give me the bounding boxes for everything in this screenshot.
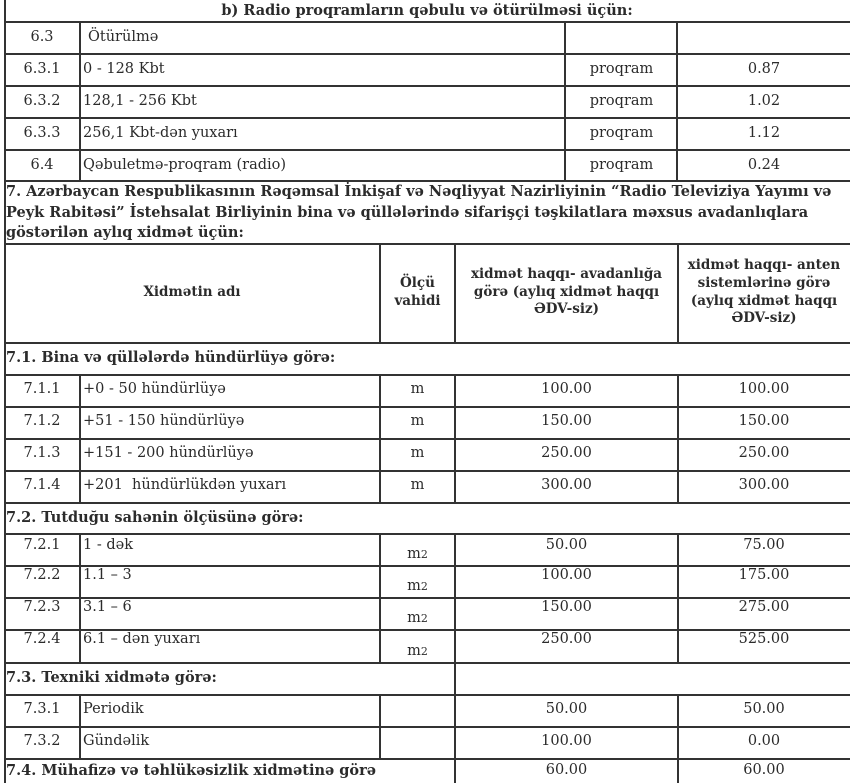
- row-name: 6.1 – dən yuxarı: [83, 631, 201, 647]
- row-fee-equipment: 50.00: [545, 701, 588, 718]
- row-unit: [565, 22, 678, 54]
- row-fee-antenna: 525.00: [738, 631, 790, 647]
- row-name: 1 - dək: [83, 537, 133, 553]
- gridline: [564, 21, 566, 181]
- row-fee-equipment: 150.00: [541, 413, 592, 430]
- gridline: [677, 533, 679, 662]
- row-fee-antenna: 0.00: [747, 733, 781, 750]
- row-name: 256,1 Kbt-dən yuxarı: [83, 125, 238, 142]
- gridline: [79, 533, 81, 662]
- row-unit: m: [410, 413, 425, 430]
- row-fee-antenna: 250.00: [738, 445, 790, 462]
- row-name: 128,1 - 256 Kbt: [83, 93, 197, 110]
- gridline: [677, 694, 679, 783]
- row-fee-equipment: 250.00: [541, 631, 592, 647]
- row-unit: proqram: [589, 156, 654, 173]
- row-code: 7.1.1: [23, 381, 61, 398]
- row-code: 7.1.2: [23, 413, 61, 430]
- row-name: Ötürülmə: [88, 29, 159, 46]
- header-fee-antenna: xidmət haqqı- anten sistemlərinə görə (aylıq xidmət haqqı ƏDV-siz): [687, 257, 841, 327]
- row-unit: [380, 597, 455, 629]
- row-unit: [380, 629, 455, 662]
- row-code: 7.2.1: [23, 537, 61, 553]
- row-code: 6.3.1: [23, 61, 61, 78]
- row-fee-antenna: 50.00: [743, 701, 785, 718]
- gridline: [676, 21, 678, 181]
- row-code: 7.2.3: [23, 599, 61, 615]
- row-unit: proqram: [589, 93, 654, 110]
- gridline: [4, 243, 850, 245]
- row-fee-equipment: 100.00: [541, 381, 592, 398]
- row-name: +51 - 150 hündürlüyə: [83, 413, 245, 430]
- row-fee-antenna: 150.00: [738, 413, 790, 430]
- row-code: 6.3: [30, 29, 54, 46]
- gridline: [4, 117, 850, 119]
- row-value: 1.12: [747, 125, 781, 142]
- gridline: [4, 726, 850, 728]
- row-fee-equipment: 300.00: [541, 477, 592, 494]
- row-code: 7.2.2: [23, 567, 61, 583]
- header-unit: Ölçü vahidi: [394, 274, 441, 309]
- row-unit: [380, 565, 455, 597]
- row-fee-antenna: 175.00: [738, 567, 790, 583]
- row-value: 0.24: [747, 156, 781, 173]
- row-unit: m: [410, 477, 425, 494]
- gridline: [4, 758, 850, 760]
- row-code: 6.3.3: [23, 125, 61, 142]
- unit-exponent: 2: [420, 547, 428, 561]
- row-fee-antenna: 75.00: [743, 537, 785, 553]
- gridline: [4, 470, 850, 472]
- header-fee-equipment: xidmət haqqı- avadanlığa görə (aylıq xidmət haqqı ƏDV-siz): [470, 266, 663, 318]
- gridline: [379, 243, 381, 342]
- row-code: 7.1.3: [23, 445, 61, 462]
- row-unit: m: [410, 445, 425, 462]
- section-b-title: b) Radio proqramların qəbulu və ötürülməsi üçün:: [221, 2, 633, 20]
- gridline: [4, 502, 850, 504]
- unit-base: m: [407, 577, 421, 594]
- gridline: [4, 629, 850, 631]
- gridline: [4, 694, 850, 696]
- row-unit: proqram: [589, 125, 654, 142]
- row-code: 6.3.2: [23, 93, 61, 110]
- gridline: [4, 438, 850, 440]
- group-title-7-1: 7.1. Bina və qüllələrdə hündürlüyə görə:: [6, 349, 336, 367]
- gridline: [4, 662, 850, 664]
- row-fee-equipment: 250.00: [541, 445, 592, 462]
- row-name: +201 hündürlükdən yuxarı: [83, 477, 287, 494]
- group-title-7-4: 7.4. Mühafizə və təhlükəsizlik xidmətinə görə: [6, 761, 376, 779]
- gridline: [454, 533, 456, 662]
- row-code: 7.3.1: [23, 701, 61, 718]
- gridline: [4, 533, 850, 535]
- group-title-7-2: 7.2. Tutduğu sahənin ölçüsünə görə:: [6, 508, 304, 526]
- row-fee-equipment: 50.00: [545, 537, 588, 553]
- gridline: [4, 21, 850, 23]
- unit-base: m: [407, 609, 421, 626]
- row-fee-antenna: 275.00: [738, 599, 790, 615]
- gridline: [4, 597, 850, 599]
- row-code: 6.4: [30, 156, 54, 173]
- gridline: [379, 374, 381, 502]
- row-name: +151 - 200 hündürlüyə: [83, 445, 254, 462]
- row-fee-antenna: 60.00: [743, 761, 785, 778]
- row-name: 3.1 – 6: [83, 599, 132, 615]
- unit-exponent: 2: [420, 644, 428, 658]
- row-unit: m: [410, 381, 425, 398]
- row-name: Gündəlik: [83, 733, 150, 750]
- gridline: [454, 374, 456, 502]
- header-service-name: Xidmətin adı: [143, 283, 241, 300]
- gridline: [79, 694, 81, 758]
- gridline: [79, 374, 81, 502]
- gridline: [379, 533, 381, 662]
- row-name: Periodik: [83, 701, 144, 718]
- gridline: [4, 149, 850, 151]
- gridline: [4, 53, 850, 55]
- unit-base: m: [407, 545, 421, 562]
- row-code: 7.3.2: [23, 733, 61, 750]
- gridline: [379, 694, 381, 758]
- row-unit: [380, 533, 455, 565]
- row-fee-equipment: 60.00: [545, 761, 588, 778]
- row-fee-antenna: 100.00: [738, 381, 790, 398]
- gridline: [677, 243, 679, 342]
- gridline: [79, 21, 81, 181]
- row-fee-equipment: 100.00: [541, 567, 592, 583]
- unit-base: m: [407, 642, 421, 659]
- gridline: [677, 374, 679, 502]
- row-value: 1.02: [747, 93, 781, 110]
- gridline: [4, 180, 850, 182]
- row-fee-equipment: 150.00: [541, 599, 592, 615]
- row-code: 7.2.4: [23, 631, 61, 647]
- row-fee-equipment: 100.00: [541, 733, 592, 750]
- row-unit: [380, 694, 455, 726]
- row-unit: proqram: [589, 61, 654, 78]
- group-title-7-3: 7.3. Texniki xidmətə görə:: [6, 669, 217, 687]
- section-7-title: 7. Azərbaycan Respublikasının Rəqəmsal İnkişaf və Nəqliyyat Nazirliyinin “Radio Televiziya Yayımı və Peyk Rabitəsi” İstehsalat Birliyinin bina və qüllələrində sifarişçi təşkilatlara məxsus avadanlıqlara göstərilən aylıq xidmət üçün:: [6, 183, 832, 241]
- row-name: 0 - 128 Kbt: [83, 61, 165, 78]
- gridline: [4, 406, 850, 408]
- gridline: [454, 243, 456, 342]
- gridline: [4, 565, 850, 567]
- row-name: 1.1 – 3: [83, 567, 132, 583]
- gridline: [4, 342, 850, 344]
- unit-exponent: 2: [420, 579, 428, 593]
- unit-exponent: 2: [420, 611, 428, 625]
- row-value: [678, 22, 850, 54]
- gridline: [4, 85, 850, 87]
- row-name: Qəbuletmə-proqram (radio): [83, 156, 287, 173]
- row-unit: [380, 726, 455, 758]
- row-name: +0 - 50 hündürlüyə: [83, 381, 226, 398]
- row-value: 0.87: [747, 61, 781, 78]
- gridline: [4, 374, 850, 376]
- row-fee-antenna: 300.00: [738, 477, 790, 494]
- gridline: [454, 662, 456, 783]
- row-code: 7.1.4: [23, 477, 61, 494]
